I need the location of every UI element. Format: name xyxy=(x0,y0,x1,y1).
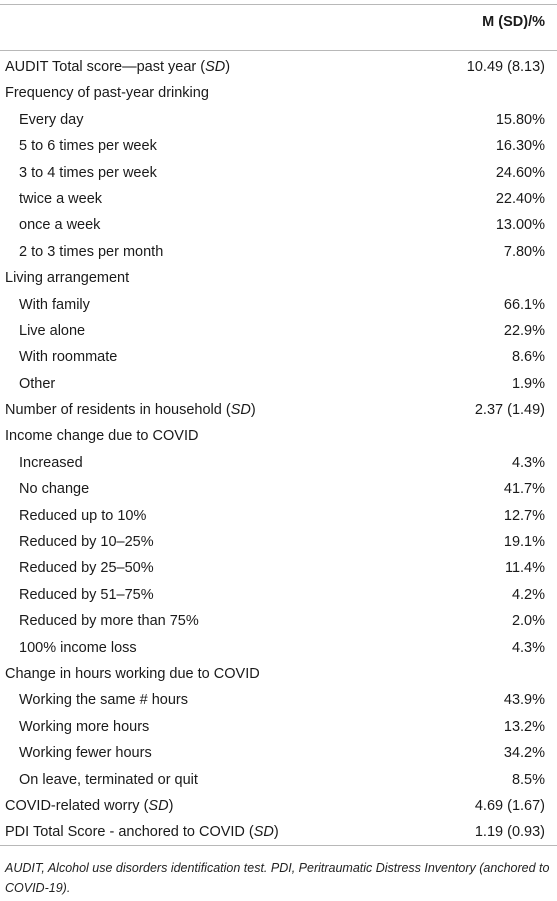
row-label xyxy=(19,503,146,529)
row-label-suffix: SD xyxy=(205,59,226,75)
row-label-text: Reduced by 51–75% xyxy=(19,586,154,603)
row-label: COVID-related worry (SD) xyxy=(5,797,174,814)
table-row xyxy=(0,160,557,186)
table-row xyxy=(0,582,557,608)
row-label xyxy=(19,529,154,555)
row-value: 22.9% xyxy=(503,322,545,339)
row-value: 8.5% xyxy=(511,771,545,788)
row-label-text: Number of residents in household xyxy=(5,402,222,419)
row-value: 2.0% xyxy=(511,613,545,630)
row-label-text: 5 to 6 times per week xyxy=(19,138,157,155)
row-value: 11.4% xyxy=(504,560,545,577)
top-rule xyxy=(0,4,557,5)
table-row xyxy=(0,608,557,634)
row-value: 8.6% xyxy=(511,349,545,366)
row-label xyxy=(19,133,157,159)
row-label-text: Living arrangement xyxy=(5,270,130,287)
row-label-text: Income change due to COVID xyxy=(5,428,199,445)
row-value: 7.80% xyxy=(503,243,545,260)
row-value: 12.7% xyxy=(503,507,545,524)
row-value: 4.69 (1.67) xyxy=(474,797,545,814)
bottom-rule xyxy=(0,845,557,846)
table-row xyxy=(0,423,557,449)
row-value: 43.9% xyxy=(503,692,545,709)
row-label-text: once a week xyxy=(19,217,101,234)
table-row xyxy=(0,767,557,793)
row-label-text: Reduced by 25–50% xyxy=(19,560,154,577)
table-row xyxy=(0,635,557,661)
row-label-text: 2 to 3 times per month xyxy=(19,243,164,260)
row-value: 66.1% xyxy=(503,296,545,313)
table-row xyxy=(0,54,557,80)
table-row xyxy=(0,555,557,581)
row-label xyxy=(19,740,152,766)
table-row xyxy=(0,133,557,159)
table-row xyxy=(0,107,557,133)
row-label xyxy=(19,555,154,581)
row-value: 41.7% xyxy=(503,481,545,498)
table-row xyxy=(0,529,557,555)
row-value: 4.3% xyxy=(511,639,545,656)
row-label: AUDIT Total score—past year (SD) xyxy=(5,59,231,75)
table-row xyxy=(0,714,557,740)
row-label xyxy=(19,107,83,133)
row-value: 22.40% xyxy=(495,190,545,207)
row-label-suffix: SD xyxy=(253,824,274,841)
table-row xyxy=(0,793,557,819)
table-row xyxy=(0,292,557,318)
row-label-text: On leave, terminated or quit xyxy=(19,771,198,788)
value-column-header: M (SD)/% xyxy=(482,14,545,30)
row-label-text: Frequency of past-year drinking xyxy=(5,85,209,102)
header-rule xyxy=(0,50,557,51)
row-label xyxy=(19,687,188,713)
table-row xyxy=(0,80,557,106)
row-label-text: Reduced by 10–25% xyxy=(19,534,154,551)
row-value: 1.19 (0.93) xyxy=(474,824,545,841)
row-label xyxy=(19,582,154,608)
table-row xyxy=(0,371,557,397)
row-value: 1.9% xyxy=(511,375,545,392)
row-label-suffix: SD xyxy=(230,402,251,419)
row-value: 34.2% xyxy=(503,745,545,762)
table-row xyxy=(0,503,557,529)
table-row xyxy=(0,450,557,476)
row-value: 4.3% xyxy=(511,454,545,471)
table-row xyxy=(0,212,557,238)
row-label xyxy=(19,767,198,793)
row-label-text: With family xyxy=(19,296,90,313)
row-label xyxy=(19,239,163,265)
table-row xyxy=(0,318,557,344)
table-body xyxy=(0,54,557,846)
row-value: 16.30% xyxy=(495,138,545,155)
table-row xyxy=(0,344,557,370)
row-label xyxy=(19,344,117,370)
table-row xyxy=(0,397,557,423)
table-row xyxy=(0,687,557,713)
row-label xyxy=(19,714,149,740)
row-value: 10.49 (8.13) xyxy=(466,59,545,75)
row-label xyxy=(5,80,209,106)
row-label-text: Other xyxy=(19,375,56,392)
row-label-text: Working more hours xyxy=(19,718,150,735)
row-label xyxy=(19,476,89,502)
row-label-text: Increased xyxy=(19,454,83,471)
row-label-suffix: SD xyxy=(148,797,169,814)
row-label-text: No change xyxy=(19,481,90,498)
row-label xyxy=(19,371,55,397)
row-label xyxy=(19,318,85,344)
row-value: 4.2% xyxy=(511,586,545,603)
row-label-text: Live alone xyxy=(19,322,86,339)
row-label-text: 100% income loss xyxy=(19,639,137,656)
row-label xyxy=(5,423,198,449)
row-value: 15.80% xyxy=(495,111,545,128)
table-row xyxy=(0,819,557,845)
row-value: 2.37 (1.49) xyxy=(474,402,545,419)
row-label-text: PDI Total Score - anchored to COVID xyxy=(5,824,245,841)
row-label xyxy=(19,160,157,186)
row-label-text: Change in hours working due to COVID xyxy=(5,665,260,682)
row-label-text: Working the same # hours xyxy=(19,692,188,709)
row-label xyxy=(19,186,102,212)
row-label-text: Reduced up to 10% xyxy=(19,507,147,524)
table-row xyxy=(0,186,557,212)
row-value: 19.1% xyxy=(503,534,545,551)
table-row xyxy=(0,661,557,687)
row-label-text: Working fewer hours xyxy=(19,745,152,762)
row-label xyxy=(19,635,137,661)
row-label-text: Every day xyxy=(19,111,84,128)
table-row xyxy=(0,740,557,766)
table-row xyxy=(0,265,557,291)
table-row xyxy=(0,476,557,502)
row-label xyxy=(19,212,100,238)
row-label-text: 3 to 4 times per week xyxy=(19,164,157,181)
row-label xyxy=(5,661,260,687)
row-label xyxy=(5,265,129,291)
row-label: Number of residents in household (SD) xyxy=(5,402,256,419)
row-label-text: twice a week xyxy=(19,190,103,207)
row-value: 13.00% xyxy=(495,217,545,234)
row-label xyxy=(19,608,199,634)
row-value: 13.2% xyxy=(503,718,545,735)
row-label-text: AUDIT Total score—past year xyxy=(5,59,197,75)
row-value: 24.60% xyxy=(495,164,545,181)
table-row xyxy=(0,239,557,265)
row-label-text: Reduced by more than 75% xyxy=(19,613,199,630)
table-footnote: AUDIT, Alcohol use disorders identification test. PDI, Peritraumatic Distress Inventory (anchored to COVID-19). xyxy=(5,861,550,895)
row-label-text: COVID-related worry xyxy=(5,797,140,814)
row-label xyxy=(19,292,90,318)
row-label: PDI Total Score - anchored to COVID (SD) xyxy=(5,824,279,841)
row-label xyxy=(19,450,83,476)
row-label-text: With roommate xyxy=(19,349,118,366)
